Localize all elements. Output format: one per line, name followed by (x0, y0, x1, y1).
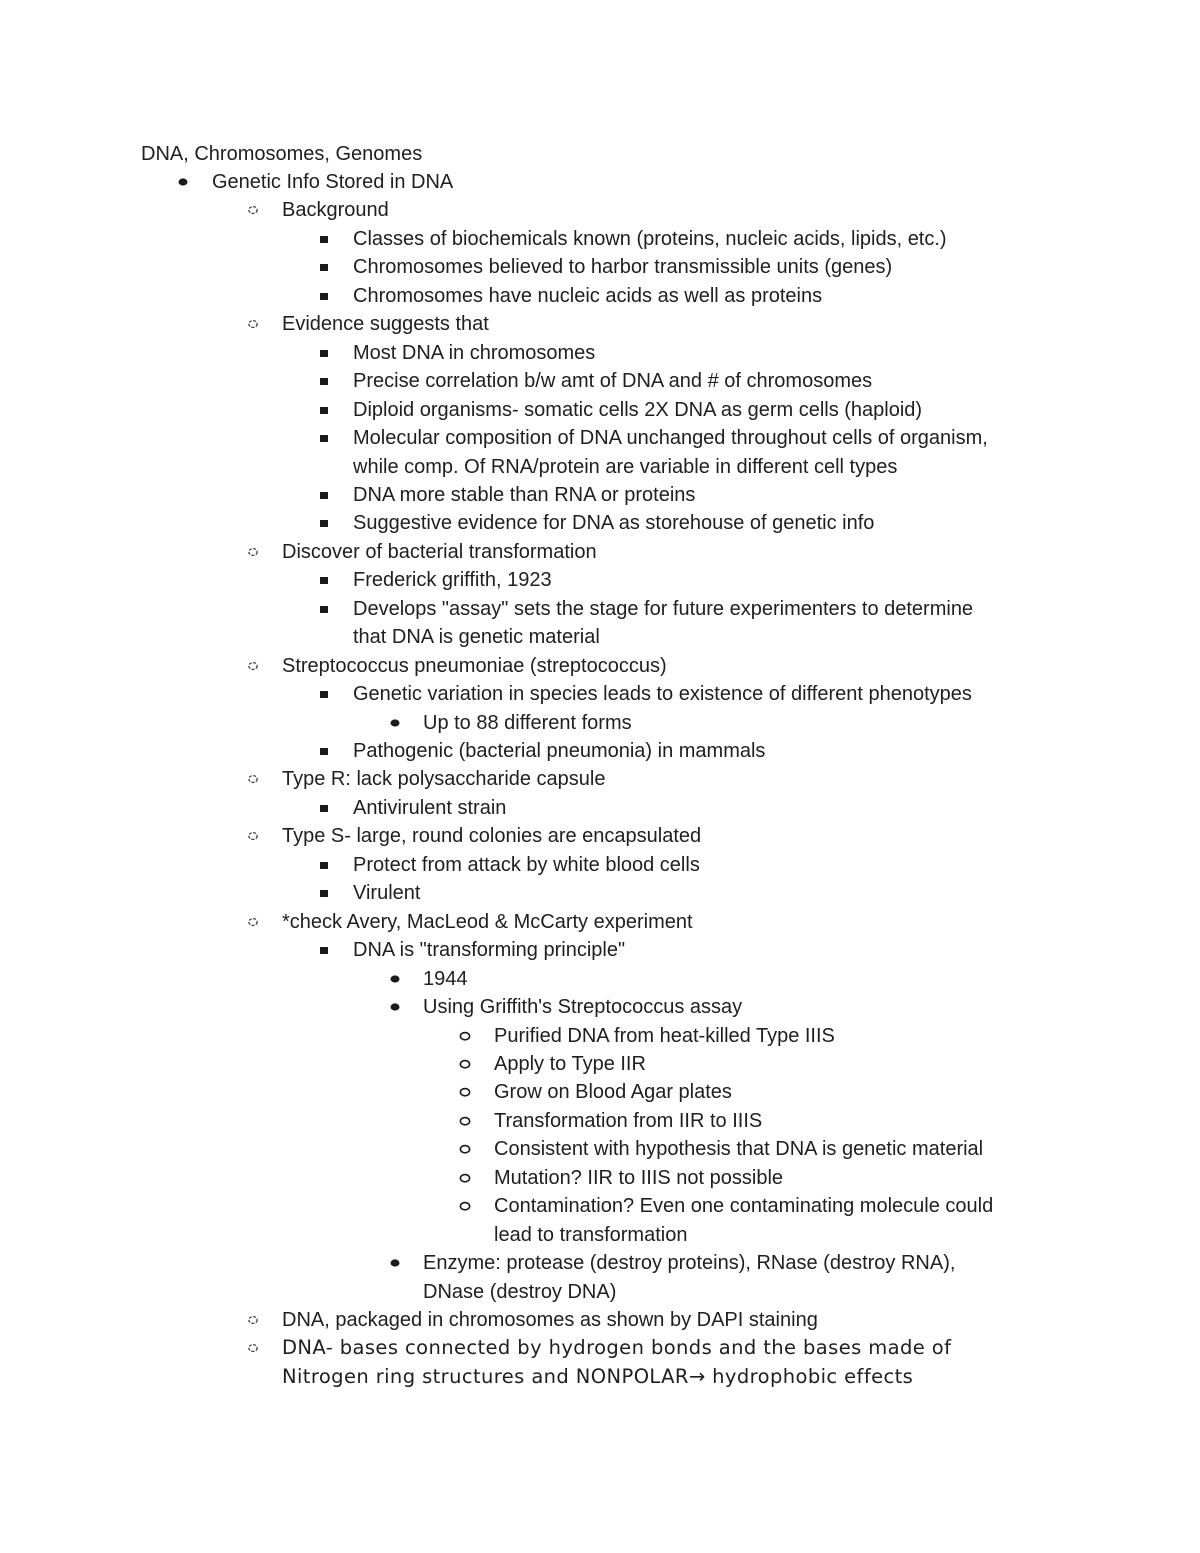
list-item: Suggestive evidence for DNA as storehouse of genetic info (353, 512, 875, 535)
list-item-continuation: that DNA is genetic material (353, 626, 600, 649)
filled-square-bullet-icon (317, 886, 331, 900)
list-item: Background (282, 199, 389, 222)
dashed-circle-bullet-icon (246, 317, 260, 331)
list-item: Using Griffith's Streptococcus assay (423, 996, 743, 1019)
dashed-circle-bullet-icon (246, 545, 260, 559)
filled-square-bullet-icon (317, 289, 331, 303)
filled-square-bullet-icon (317, 346, 331, 360)
filled-disc-bullet-icon (176, 175, 190, 189)
list-item: Molecular composition of DNA unchanged throughout cells of organism, (353, 427, 988, 450)
list-item: Virulent (353, 882, 421, 905)
filled-square-bullet-icon (317, 602, 331, 616)
filled-square-bullet-icon (317, 801, 331, 815)
hollow-circle-bullet-icon (458, 1142, 472, 1156)
dashed-circle-bullet-icon (246, 1313, 260, 1327)
list-item: Type S- large, round colonies are encapsulated (282, 825, 702, 848)
hollow-circle-bullet-icon (458, 1171, 472, 1185)
hollow-circle-bullet-icon (458, 1199, 472, 1213)
list-item: Discover of bacterial transformation (282, 540, 597, 563)
list-item-continuation: DNase (destroy DNA) (423, 1280, 617, 1303)
list-item-continuation: lead to transformation (494, 1223, 688, 1246)
filled-disc-bullet-icon (388, 1000, 402, 1014)
filled-square-bullet-icon (317, 431, 331, 445)
list-item: 1944 (423, 967, 468, 990)
list-item: DNA is "transforming principle" (353, 939, 626, 962)
list-item: Chromosomes have nucleic acids as well as proteins (353, 284, 823, 307)
list-item: Precise correlation b/w amt of DNA and # of chromosomes (353, 370, 873, 393)
list-item: Pathogenic (bacterial pneumonia) in mammals (353, 740, 766, 762)
document-title: DNA, Chromosomes, Genomes (141, 143, 423, 165)
list-item: Apply to Type IIR (494, 1052, 646, 1075)
hollow-circle-bullet-icon (458, 1085, 472, 1099)
dashed-circle-bullet-icon (246, 203, 260, 217)
list-item: DNA, packaged in chromosomes as shown by DAPI staining (282, 1309, 818, 1331)
list-item: Grow on Blood Agar plates (494, 1081, 732, 1104)
list-item: Up to 88 different forms (423, 711, 632, 734)
filled-square-bullet-icon (317, 374, 331, 388)
filled-square-bullet-icon (317, 943, 331, 957)
dashed-circle-bullet-icon (246, 1341, 260, 1355)
hollow-circle-bullet-icon (458, 1057, 472, 1071)
dashed-circle-bullet-icon (246, 659, 260, 673)
list-item-continuation: Nitrogen ring structures and NONPOLAR→ hydrophobic effects (282, 1364, 914, 1388)
list-item: *check Avery, MacLeod & McCarty experiment (282, 910, 693, 933)
filled-square-bullet-icon (317, 687, 331, 701)
dashed-circle-bullet-icon (246, 772, 260, 786)
list-item: DNA more stable than RNA or proteins (353, 483, 696, 506)
filled-disc-bullet-icon (388, 1256, 402, 1270)
list-item: Genetic Info Stored in DNA (212, 171, 454, 193)
list-item: Genetic variation in species leads to existence of different phenotypes (353, 683, 972, 706)
hollow-circle-bullet-icon (458, 1029, 472, 1043)
dashed-circle-bullet-icon (246, 829, 260, 843)
filled-square-bullet-icon (317, 858, 331, 872)
filled-square-bullet-icon (317, 403, 331, 417)
list-item: Frederick griffith, 1923 (353, 569, 552, 592)
list-item: DNA- bases connected by hydrogen bonds and the bases made of (282, 1336, 952, 1360)
hollow-circle-bullet-icon (458, 1114, 472, 1128)
list-item: Transformation from IIR to IIIS (494, 1109, 763, 1132)
list-item: Diploid organisms- somatic cells 2X DNA as germ cells (haploid) (353, 398, 923, 421)
filled-disc-bullet-icon (388, 972, 402, 986)
filled-disc-bullet-icon (388, 716, 402, 730)
list-item: Evidence suggests that (282, 313, 489, 336)
list-item: Enzyme: protease (destroy proteins), RNase (destroy RNA), (423, 1252, 956, 1275)
list-item: Protect from attack by white blood cells (353, 853, 700, 876)
filled-square-bullet-icon (317, 516, 331, 530)
list-item: Most DNA in chromosomes (353, 341, 596, 364)
list-item: Classes of biochemicals known (proteins, nucleic acids, lipids, etc.) (353, 227, 947, 250)
list-item: Streptococcus pneumoniae (streptococcus) (282, 654, 667, 677)
list-item-continuation: while comp. Of RNA/protein are variable in different cell types (353, 455, 898, 478)
list-item: Type R: lack polysaccharide capsule (282, 768, 606, 791)
list-item: Purified DNA from heat-killed Type IIIS (494, 1024, 835, 1047)
filled-square-bullet-icon (317, 260, 331, 274)
list-item: Mutation? IIR to IIIS not possible (494, 1166, 784, 1189)
list-item: Contamination? Even one contaminating molecule could (494, 1195, 994, 1218)
list-item: Antivirulent strain (353, 796, 507, 819)
filled-square-bullet-icon (317, 744, 331, 758)
list-item: Consistent with hypothesis that DNA is genetic material (494, 1138, 984, 1161)
dashed-circle-bullet-icon (246, 915, 260, 929)
filled-square-bullet-icon (317, 232, 331, 246)
list-item: Chromosomes believed to harbor transmissible units (genes) (353, 256, 893, 279)
filled-square-bullet-icon (317, 488, 331, 502)
list-item: Develops "assay" sets the stage for future experimenters to determine (353, 597, 974, 620)
filled-square-bullet-icon (317, 573, 331, 587)
